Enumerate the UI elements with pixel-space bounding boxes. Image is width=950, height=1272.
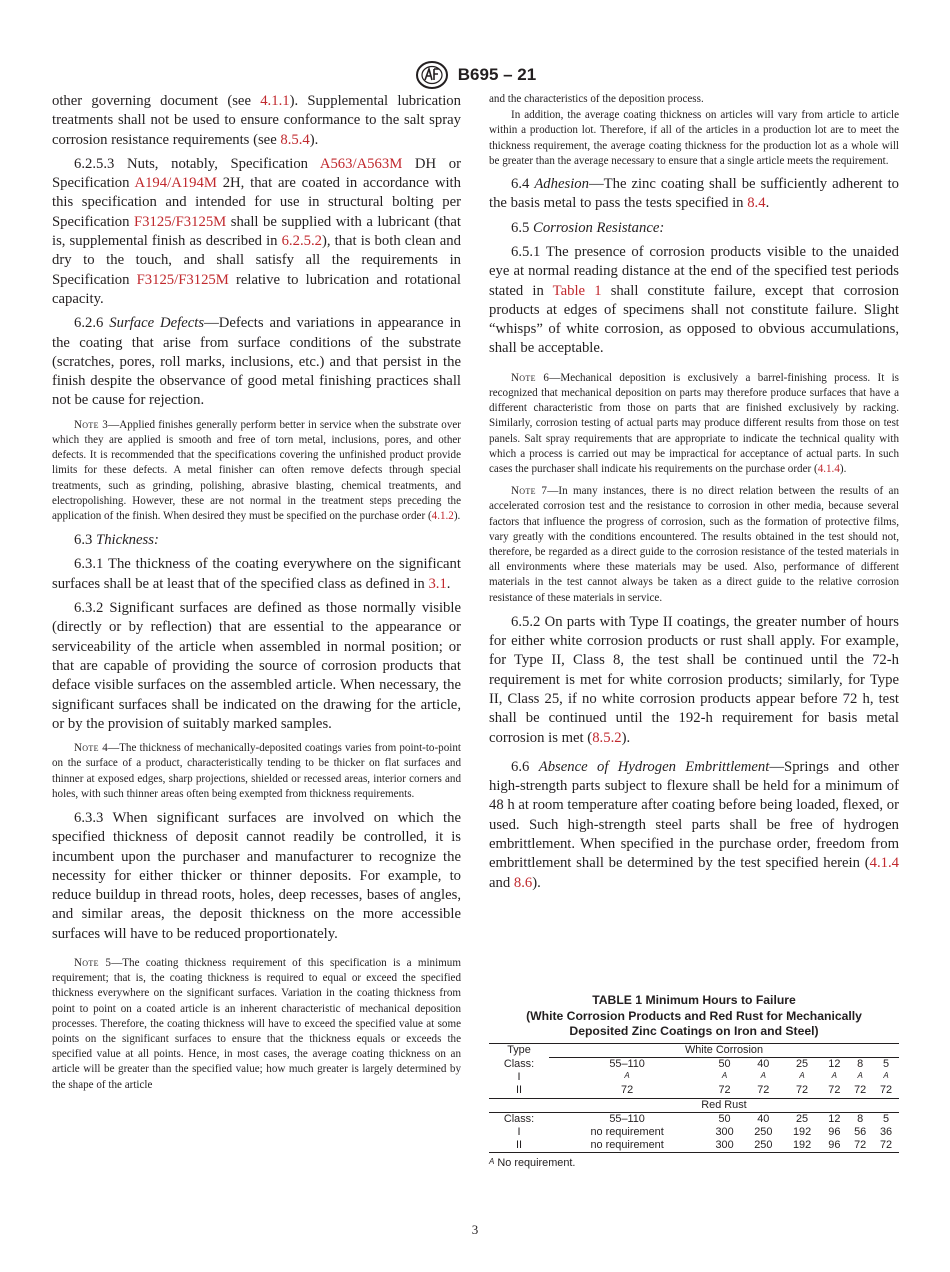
table-cell: 72 [621, 1084, 634, 1097]
xref-link[interactable]: 4.1.1 [260, 93, 290, 109]
table-header-cell: Red Rust [549, 1098, 899, 1112]
astm-logo-icon [414, 60, 450, 90]
table-row [489, 1071, 899, 1084]
table-cell: A [883, 1071, 889, 1081]
table-header-cell: Type [489, 1043, 549, 1057]
table-cell: 50 [718, 1057, 731, 1070]
section-6-4: 6.4 Adhesion—The zinc coating shall be sufficiently adherent to the basis metal to pass the tests specified in 8.4. [489, 176, 900, 212]
section-6-2-5-3: 6.2.5.3 Nuts, notably, Specification A563/A563M DH or Specification A194/A194M 2H, that are coated in accordance with this specification and intended for use in structural bolting per Specification F3125/F3125M shall be supplied with a lubricant (that is, supplemental finish as described in 6.2.5.2), that is both clean and dry to the touch, and shall satisfy all the requirements in Specification F3125/F3125M relative to lubrication and rotational capacity. [52, 155, 462, 307]
table-cell: 25 [795, 1057, 809, 1070]
table-cell: 25 [783, 1112, 822, 1126]
table-cell: 12 [821, 1112, 847, 1126]
xref-link[interactable]: 8.6 [513, 874, 533, 891]
table-cell: 72 [854, 1084, 867, 1097]
table-cell: 55–110 [549, 1112, 705, 1126]
table-cell: 36 [879, 1126, 893, 1138]
table-subtitle: Deposited Zinc Coatings on Iron and Steel) [569, 1024, 819, 1039]
note-6: Note 6—Mechanical deposition is exclusively a barrel-finishing process. It is recognized that mechanical deposition on parts may therefore produce surfaces that have a different characteristic from those on parts that are finished exclusively by racking. Similarly, corrosion testing of actual parts may produce different results from those on test panels. Salt spray requirements that are appropriate to indicate the technical quality with which a process is carried out may be impractical for acceptance of actual parts. In such cases the purchaser shall indicate his requirements on the purchase order (4.1.4). [489, 371, 899, 475]
table-cell: 250 [754, 1126, 773, 1138]
table-cell: 72 [879, 1084, 893, 1097]
xref-link[interactable]: 4.1.4 [817, 462, 840, 475]
table-cell: Class: [489, 1112, 549, 1126]
table-cell: 250 [744, 1139, 783, 1153]
table-cell: 40 [744, 1112, 783, 1126]
table-cell: 8 [847, 1112, 873, 1126]
table-cell: 12 [828, 1057, 841, 1070]
table-cell: 96 [821, 1139, 847, 1153]
table-cell: 300 [715, 1126, 734, 1138]
table-cell: 72 [757, 1084, 770, 1097]
table-cell: 72 [718, 1084, 731, 1097]
xref-link[interactable]: 8.4 [747, 195, 766, 212]
note-5-continuation-2: In addition, the average coating thickness on articles will vary from article to article within a production lot. Therefore, if all of the articles in a production lot are to meet the thickness requirement, the average coating thickness for the production lot as a whole will be greater than the average necessary to ensure that a single article meets the requirement. [489, 109, 899, 167]
table-cell: 72 [828, 1084, 841, 1097]
table-cell: 55–110 [609, 1057, 645, 1070]
table-cell: no requirement [549, 1139, 705, 1153]
table-cell: 72 [847, 1139, 873, 1153]
section-6-5-2: 6.5.2 On parts with Type II coatings, the greater number of hours for either white corrosion products or rust shall apply. For example, for Type II, Class 8, the test shall be continued until the 72-h requirement is met for white corrosion products; similarly, for Type II, Class 25, if no white corrosion products appear before 72 h, test shall be continued until the 192-h requirement for basis metal corrosion is met (8.5.2). [489, 613, 899, 746]
section-6-3-1: 6.3.1 The thickness of the coating everywhere on the significant surfaces shall be at least that of the specified class as defined in 3.1. [52, 556, 461, 592]
hours-table [489, 1043, 899, 1154]
table-row [489, 1112, 899, 1126]
xref-link[interactable]: 4.1.4 [869, 855, 899, 872]
section-6-3-3: 6.3.3 When significant surfaces are involved on which the specified thickness of deposit cannot readily be controlled, it is incumbent upon the purchaser and manufacturer to recognize the necessity for either thicker or thinner deposits. For example, to reduce buildup in thread roots, holes, deep recesses, bases of angles, and similar areas, the deposit thickness on the more accessible surfaces will have to be reduced proportionately. [52, 809, 461, 942]
left-column [52, 92, 461, 1100]
table-cell: A [721, 1071, 728, 1081]
table-cell: 96 [828, 1126, 841, 1138]
note-3: Note 3—Applied finishes generally perform better in service when the substrate over which they are applied is smooth and free of torn metal, inclusions, pores, and other defects. It is recommended that the specifications covering the unfinished product provide limits for these defects. A metal finisher can often remove defects through special treatments, such as grinding, polishing, abrasive blasting, chemical treatments, and electropolishing. However, these are not normal in the treatment steps preceding the application of the finish. When desired they must be specified on the purchase order (4.1.2). [52, 418, 461, 522]
section-6-3: 6.3 Thickness: [74, 532, 159, 549]
table-1-link[interactable]: Table 1 [552, 282, 602, 299]
table-footnote: $^A$ No requirement. [489, 1157, 576, 1170]
table-cell: A [831, 1071, 837, 1081]
xref-link[interactable]: 8.5.2 [592, 729, 622, 746]
table-cell: 5 [883, 1057, 890, 1070]
table-cell: 5 [873, 1112, 899, 1126]
table-cell: A [857, 1071, 863, 1081]
table-cell: 192 [792, 1126, 812, 1138]
table-row [489, 1084, 899, 1098]
table-cell: 72 [873, 1139, 899, 1153]
xref-link[interactable]: 4.1.2 [431, 509, 454, 522]
xref-link[interactable]: 3.1 [428, 575, 447, 592]
table-cell: II [489, 1139, 549, 1153]
table-cell: 8 [857, 1057, 864, 1070]
table-cell: I [517, 1071, 521, 1084]
table-cell: 300 [705, 1139, 744, 1153]
page-header [0, 60, 950, 90]
table-cell: Class: [503, 1057, 535, 1070]
table-cell: 50 [705, 1112, 744, 1126]
note-7: Note 7—In many instances, there is no direct relation between the results of an accelerated corrosion test and the resistance to corrosion in other media, because several factors that influence the progress of corrosion, such as the formation of protective films, vary greatly with the conditions encountered. The results obtained in the test should not, therefore, be regarded as a direct guide to the corrosion resistance of the tested materials in all environments where these materials may be used. Also, performance of different materials in the test cannot always be taken as a direct guide to the relative corrosion resistance of these materials in service. [489, 485, 899, 604]
table-cell: 72 [795, 1084, 809, 1097]
section-6-3-2: 6.3.2 Significant surfaces are defined as those normally visible (directly or by reflection) that are essential to the appearance or serviceability of the article when assembled in normal position; or that are capable of providing the source of corrosion products that deface visible surfaces on the assembled article. When necessary, the significant surfaces shall be indicated on the drawing for the article, or by the provision of suitably marked samples. [52, 600, 461, 732]
section-6-2-6: 6.2.6 Surface Defects—Defects and variations in appearance in the coating that arise from surface conditions of the substrate (scratches, pores, roll marks, inclusions, etc.) and that persist in the finish despite the observance of good metal finishing practices shall not be cause for rejection. [52, 315, 461, 409]
page-number: 3 [471, 1222, 479, 1237]
xref-link[interactable]: F3125/F3125M [134, 213, 227, 230]
xref-link[interactable]: A563/A563M [319, 155, 403, 172]
table-cell: A [624, 1071, 630, 1081]
note-5-continuation: and the characteristics of the deposition process. [489, 93, 704, 105]
section-6-6: 6.6 Absence of Hydrogen Embrittlement—Springs and other high-strength parts subject to flexure shall be held for a minimum of 48 h at room temperature after coating before being loaded, flexed, or used. Such high-strength steel parts shall be free of hydrogen embrittlement. When specified in the purchase order, freedom from embrittlement shall be determined by the test specified herein (4.1.4 and 8.6). [489, 758, 900, 891]
section-6-5-1: 6.5.1 The presence of corrosion products visible to the unaided eye at normal reading distance at the end of the specified test periods stated in Table 1 shall constitute failure, except that corrosion products at edges of specimens shall not constitute failure. Slight “whisps” of white corrosion, as opposed to obvious accumulations, shall be acceptable. [489, 243, 899, 357]
table-row [489, 1098, 899, 1112]
note-4: Note 4—The thickness of mechanically-deposited coatings varies from point-to-point on the surface of a product, characteristically tending to be thicker on flat surfaces and thinner at exposed edges, sharp projections, shielded or recessed areas, interior corners and holes, with such thinner areas often being exempted from thickness requirements. [52, 742, 461, 800]
right-column [489, 92, 899, 898]
xref-link[interactable]: F3125/F3125M [136, 271, 229, 288]
table-cell: A [799, 1071, 805, 1081]
document-designation: B695 – 21 [457, 65, 537, 84]
table-cell: I [517, 1126, 521, 1138]
table-row [489, 1139, 899, 1153]
paragraph-continuation: other governing document (see 4.1.1). Supplemental lubrication treatments shall not be used to ensure conformance to the salt spray corrosion resistance requirements (see 8.5.4). [52, 93, 461, 148]
table-cell: II [515, 1084, 523, 1097]
table-cell: no requirement [590, 1126, 664, 1138]
table-cell: 56 [854, 1126, 867, 1138]
table-title: TABLE 1 Minimum Hours to Failure [592, 993, 796, 1007]
table-cell: A [760, 1071, 766, 1081]
xref-link[interactable]: 8.5.4 [280, 131, 310, 148]
table-subtitle: (White Corrosion Products and Red Rust for Mechanically [526, 1008, 862, 1023]
note-5: Note 5—The coating thickness requirement of this specification is a minimum requirement; that is, the coating thickness is required to equal or exceed the specified thickness everywhere on the significant surfaces. Variation in the coating thickness from point to point on a coated article is an inherent characteristic of mechanical deposition processes. Therefore, the coating thickness will have to exceed the specified value at some points on the significant surfaces to ensure that the thickness equals or exceeds the specified value at all points. Hence, in most cases, the average coating thickness on an article will be greater than the specified value; how much greater is largely determined by the shape of the article [52, 957, 461, 1091]
table-1 [489, 993, 899, 1169]
xref-link[interactable]: 6.2.5.2 [281, 233, 322, 250]
table-row [489, 1057, 899, 1071]
table-header-cell: White Corrosion [549, 1043, 899, 1057]
xref-link[interactable]: A194/A194M [134, 175, 217, 192]
table-row [489, 1043, 899, 1057]
table-row [489, 1126, 899, 1139]
section-6-5: 6.5 Corrosion Resistance: [511, 219, 665, 236]
table-cell: 40 [757, 1057, 770, 1070]
table-cell: 192 [783, 1139, 822, 1153]
